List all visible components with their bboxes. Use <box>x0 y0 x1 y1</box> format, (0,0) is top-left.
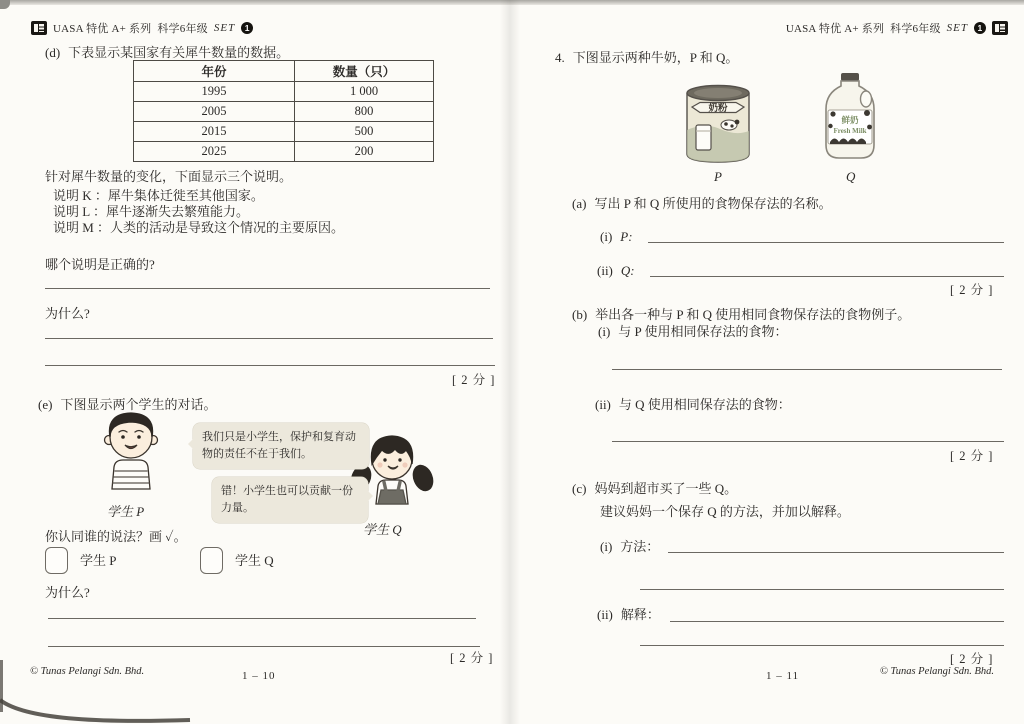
can-label-text: 奶粉 <box>708 104 728 114</box>
marks-d: [ 2 分 ] <box>452 373 496 387</box>
copyright-right: © Tunas Pelangi Sdn. Bhd. <box>879 666 994 677</box>
answer-line[interactable] <box>45 287 490 289</box>
answer-line[interactable] <box>45 337 493 339</box>
series-title: UASA 特优 A+ 系列 <box>785 23 885 35</box>
speech-bubble-student-q: 错！小学生也可以贡献一份力量。 <box>212 477 368 523</box>
answer-line[interactable] <box>640 644 1004 646</box>
jug-label-en: Fresh Milk <box>833 127 867 135</box>
answer-line[interactable] <box>612 368 1002 370</box>
table-row: 2025 200 <box>134 142 434 162</box>
answer-line[interactable] <box>612 440 1004 442</box>
set-label: SET <box>946 22 968 34</box>
student-p-caption: 学生 P <box>107 504 145 519</box>
fresh-milk-jug-icon <box>812 70 892 166</box>
b-i-text: (i) 与 P 使用相同保存法的食物： <box>598 324 788 339</box>
question-e-label: (e) <box>38 397 53 412</box>
question-4-heading: 4. 下图显示两种牛奶，P 和 Q。 <box>555 50 739 65</box>
copyright-left: © Tunas Pelangi Sdn. Bhd. <box>30 666 145 677</box>
question-4-number: 4. <box>555 50 565 65</box>
answer-line[interactable] <box>650 275 1004 277</box>
table-row: 2005 800 <box>134 102 434 122</box>
table-row: 1995 1 000 <box>134 82 434 102</box>
marks-c: [ 2 分 ] <box>950 652 994 666</box>
speech-bubble-student-p: 我们只是小学生，保护和复育动物的责任不在于我们。 <box>193 423 369 469</box>
question-d-heading: (d) 下表显示某国家有关犀牛数量的数据。 <box>45 45 290 60</box>
question-c-line2: 建议妈妈一个保存 Q 的方法，并加以解释。 <box>600 504 850 519</box>
question-b-heading: (b) 举出各一种与 P 和 Q 使用相同食物保存法的食物例子。 <box>572 307 911 322</box>
a-ii-prefix: (ii) Q: <box>597 263 635 278</box>
milk-q-illustration <box>812 70 892 171</box>
checkbox-label-student-p: 学生 P <box>80 553 117 568</box>
scan-edge-corner <box>0 0 10 9</box>
series-title: UASA 特优 A+ 系列 <box>53 23 152 35</box>
question-e-heading: (e) 下图显示两个学生的对话。 <box>38 397 217 412</box>
question-d-label: (d) <box>45 45 61 60</box>
marks-a: [ 2 分 ] <box>950 283 994 297</box>
statement-m: 说明 M ：人类的活动是导致这个情况的主要原因。 <box>53 220 345 235</box>
question-c-label: (c) <box>572 481 587 496</box>
question-a-heading: (a) 写出 P 和 Q 所使用的食物保存法的名称。 <box>572 196 832 211</box>
question-b-label: (b) <box>572 307 588 322</box>
page-header-left <box>31 20 253 36</box>
tick-instruction: 你认同谁的说法？画 ✓。 <box>45 529 187 544</box>
question-why-e: 为什么? <box>45 585 90 600</box>
answer-line[interactable] <box>670 620 1004 622</box>
table-header-row <box>134 61 434 82</box>
b-ii-text: (ii) 与 Q 使用相同保存法的食物： <box>595 397 791 412</box>
publisher-logo-icon <box>992 21 1008 35</box>
answer-line[interactable] <box>648 241 1004 243</box>
col-header-year: 年份 <box>134 61 295 82</box>
checkbox-student-q[interactable] <box>200 547 223 574</box>
page-fold-shadow <box>500 0 520 724</box>
rhino-population-table <box>133 60 434 162</box>
subject-title: 科学6年级 <box>157 23 208 35</box>
student-p-illustration <box>92 407 170 508</box>
marks-e: [ 2 分 ] <box>450 651 494 665</box>
answer-line[interactable] <box>48 617 476 619</box>
answer-line[interactable] <box>668 551 1004 553</box>
milk-p-illustration <box>678 80 758 175</box>
page-header-right <box>786 20 1008 36</box>
c-i-prefix: (i) 方法： <box>600 539 660 554</box>
milk-powder-can-icon <box>678 80 758 170</box>
set-label: SET <box>213 22 236 34</box>
statement-l: 说明 L ：犀牛逐渐失去繁殖能力。 <box>53 204 249 219</box>
question-why-d: 为什么? <box>45 306 90 321</box>
marks-b: [ 2 分 ] <box>950 449 994 463</box>
milk-q-caption: Q <box>846 169 856 184</box>
table-row: 2015 500 <box>134 122 434 142</box>
page-number-right: 1 – 11 <box>766 670 800 682</box>
question-which-correct: 哪个说明是正确的? <box>45 257 155 272</box>
set-number-badge: 1 <box>974 22 986 34</box>
subject-title: 科学6年级 <box>890 23 941 35</box>
checkbox-student-p[interactable] <box>45 547 68 574</box>
statements-intro: 针对犀牛数量的变化，下面显示三个说明。 <box>45 169 293 184</box>
answer-line[interactable] <box>640 588 1004 590</box>
page-number-left: 1 – 10 <box>242 670 276 682</box>
bubble-tail-left <box>181 437 195 451</box>
set-number-badge: 1 <box>241 22 253 34</box>
boy-student-icon <box>92 407 170 503</box>
a-i-prefix: (i) P: <box>600 229 633 244</box>
answer-line[interactable] <box>48 645 480 647</box>
statement-k: 说明 K ：犀牛集体迁徙至其他国家。 <box>53 188 264 203</box>
col-header-quantity: 数量（只） <box>295 61 434 82</box>
c-ii-prefix: (ii) 解释： <box>597 607 660 622</box>
bubble-tail-right <box>366 489 380 503</box>
publisher-logo-icon <box>31 21 47 35</box>
question-a-label: (a) <box>572 196 587 211</box>
milk-p-caption: P <box>714 169 722 184</box>
jug-label-cn: 鲜奶 <box>841 115 859 125</box>
student-q-caption: 学生 Q <box>363 522 402 537</box>
checkbox-label-student-q: 学生 Q <box>235 553 274 568</box>
answer-line[interactable] <box>45 364 495 366</box>
question-c-heading: (c) 妈妈到超市买了一些 Q。 <box>572 481 738 496</box>
